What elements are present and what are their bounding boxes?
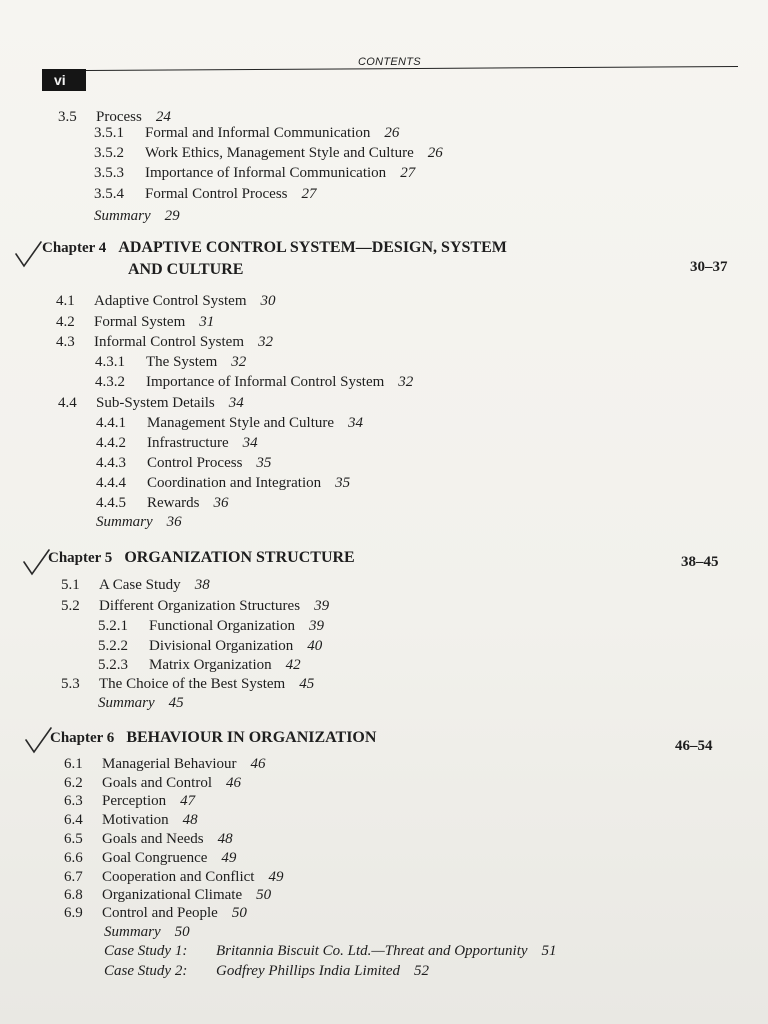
toc-entry[interactable] — [64, 811, 198, 829]
toc-entry[interactable] — [56, 333, 273, 351]
section-number: 6.2 — [64, 775, 83, 791]
section-title: Importance of Informal Control System — [146, 374, 385, 390]
section-title: Matrix Organization — [149, 657, 272, 673]
section-title: Formal and Informal Communication — [145, 125, 371, 141]
section-number: 4.4.4 — [96, 475, 126, 491]
page-ref: 36 — [166, 514, 182, 530]
section-number: 6.8 — [64, 887, 83, 903]
section-title: Motivation — [102, 812, 169, 828]
case-study-entry[interactable] — [104, 942, 557, 960]
page-ref: 49 — [221, 850, 237, 866]
section-title: Control Process — [147, 455, 243, 471]
section-number: 4.3 — [56, 334, 75, 350]
section-number: 5.3 — [61, 676, 80, 692]
section-number: 3.5.3 — [94, 165, 124, 181]
page-ref: 39 — [308, 618, 324, 634]
section-number: 5.1 — [61, 577, 80, 593]
section-number: 5.2.3 — [98, 657, 128, 673]
section-title: Goal Congruence — [102, 850, 208, 866]
section-title: A Case Study — [99, 577, 181, 593]
toc-entry[interactable] — [56, 313, 214, 331]
section-title: Coordination and Integration — [147, 475, 322, 491]
checkmark-icon — [14, 240, 42, 268]
page-ref: 46 — [226, 775, 241, 791]
chapter-page-range: 30–37 — [690, 259, 728, 275]
section-title: Functional Organization — [149, 618, 295, 634]
section-title: Goals and Needs — [102, 831, 204, 847]
section-title: Work Ethics, Management Style and Culture — [145, 145, 414, 161]
toc-entry[interactable] — [61, 675, 314, 693]
toc-entry[interactable] — [96, 434, 258, 452]
section-title: Cooperation and Conflict — [102, 869, 255, 885]
case-study-label: Case Study 1: — [104, 943, 188, 959]
page-ref: 47 — [180, 793, 196, 809]
page-ref: 32 — [398, 374, 414, 390]
section-number: 4.4.1 — [96, 415, 126, 431]
toc-entry[interactable] — [98, 637, 322, 655]
page-ref: 26 — [384, 125, 400, 141]
page-ref: 49 — [268, 869, 284, 885]
page-ref: 31 — [199, 314, 215, 330]
chapter-label: Chapter 5 — [48, 550, 113, 566]
toc-entry[interactable] — [98, 617, 324, 635]
chapter-title-continued: AND CULTURE — [128, 261, 244, 278]
case-study-entry[interactable] — [104, 962, 429, 980]
toc-entry[interactable] — [94, 124, 399, 142]
page-ref: 24 — [155, 109, 171, 125]
page-ref: 34 — [228, 395, 244, 411]
page-ref: 32 — [258, 334, 273, 350]
section-title: Rewards — [147, 495, 200, 511]
section-number: 4.3.1 — [95, 354, 125, 370]
summary-label: Summary — [98, 695, 155, 711]
toc-entry[interactable] — [96, 414, 363, 432]
toc-entry[interactable] — [61, 576, 210, 594]
section-title: Sub-System Details — [96, 395, 215, 411]
page-ref: 51 — [541, 943, 557, 959]
page-ref: 48 — [217, 831, 233, 847]
summary-entry[interactable] — [96, 513, 182, 531]
page-ref: 45 — [168, 695, 184, 711]
page-ref: 42 — [285, 657, 301, 673]
section-title: Infrastructure — [147, 435, 229, 451]
page-ref: 34 — [348, 415, 364, 431]
page-ref: 27 — [301, 186, 317, 202]
page-ref: 50 — [174, 924, 190, 940]
section-number: 3.5.4 — [94, 186, 124, 202]
section-title: Organizational Climate — [102, 887, 243, 903]
toc-entry[interactable] — [64, 904, 247, 922]
page-ref: 35 — [335, 475, 351, 491]
section-title: Management Style and Culture — [147, 415, 335, 431]
toc-entry[interactable] — [94, 164, 415, 182]
section-title: Informal Control System — [94, 334, 244, 350]
page-ref: 38 — [194, 577, 210, 593]
section-number: 6.1 — [64, 756, 83, 772]
page-ref: 40 — [307, 638, 323, 654]
toc-entry[interactable] — [64, 868, 283, 886]
section-number: 4.4.3 — [96, 455, 126, 471]
section-title: Goals and Control — [102, 775, 212, 791]
section-title: Formal Control Process — [145, 186, 288, 202]
chapter-title: BEHAVIOUR IN ORGANIZATION — [126, 729, 377, 746]
toc-entry[interactable] — [61, 597, 329, 615]
section-title: Importance of Informal Communication — [145, 165, 387, 181]
summary-entry[interactable] — [94, 207, 180, 225]
section-number: 4.1 — [56, 293, 75, 309]
page-ref: 26 — [427, 145, 443, 161]
page-ref: 50 — [231, 905, 247, 921]
section-title: Different Organization Structures — [99, 598, 301, 614]
summary-label: Summary — [96, 514, 153, 530]
checkmark-icon — [22, 548, 50, 576]
toc-entry[interactable] — [64, 849, 236, 867]
section-title: Perception — [102, 793, 167, 809]
section-title: Divisional Organization — [149, 638, 294, 654]
toc-entry[interactable] — [95, 353, 246, 371]
case-study-title: Britannia Biscuit Co. Ltd.—Threat and Opportunity — [216, 943, 528, 959]
toc-entry[interactable] — [98, 656, 301, 674]
page-ref: 34 — [242, 435, 258, 451]
section-number: 5.2.1 — [98, 618, 128, 634]
toc-entry[interactable] — [64, 774, 241, 792]
checkmark-icon — [24, 726, 52, 754]
section-number: 4.2 — [56, 314, 75, 330]
section-number: 6.7 — [64, 869, 83, 885]
section-number: 4.4.5 — [96, 495, 126, 511]
section-title: Managerial Behaviour — [102, 756, 237, 772]
section-number: 4.4 — [58, 395, 77, 411]
toc-entry[interactable] — [58, 394, 244, 412]
case-study-title: Godfrey Phillips India Limited — [216, 963, 401, 979]
chapter-heading[interactable] — [50, 728, 376, 748]
chapter-heading[interactable] — [48, 548, 355, 568]
page-ref: 46 — [250, 756, 266, 772]
chapter-page-range: 46–54 — [675, 738, 713, 754]
chapter-label: Chapter 6 — [50, 730, 115, 746]
summary-label: Summary — [104, 924, 161, 940]
page-ref: 32 — [231, 354, 247, 370]
toc-entry[interactable] — [64, 886, 271, 904]
page-ref: 50 — [256, 887, 272, 903]
case-study-label: Case Study 2: — [104, 963, 188, 979]
section-number: 3.5 — [58, 109, 77, 125]
summary-label: Summary — [94, 208, 151, 224]
toc-entry[interactable] — [96, 494, 229, 512]
toc-entry[interactable] — [94, 144, 443, 162]
section-number: 6.5 — [64, 831, 83, 847]
toc-entry[interactable] — [94, 185, 317, 203]
toc-entry[interactable] — [64, 755, 266, 773]
page-ref: 29 — [164, 208, 180, 224]
toc-entry[interactable] — [64, 792, 195, 810]
section-number: 3.5.2 — [94, 145, 124, 161]
chapter-label: Chapter 4 — [42, 240, 107, 256]
running-title: CONTENTS — [358, 56, 421, 68]
page-ref: 36 — [213, 495, 229, 511]
section-number: 3.5.1 — [94, 125, 124, 141]
summary-entry[interactable] — [104, 923, 190, 941]
toc-entry[interactable] — [64, 830, 233, 848]
section-number: 6.3 — [64, 793, 83, 809]
section-title: Control and People — [102, 905, 218, 921]
section-title: Adaptive Control System — [94, 293, 247, 309]
section-number: 4.4.2 — [96, 435, 126, 451]
page-ref: 30 — [260, 293, 276, 309]
toc-entry[interactable] — [95, 373, 413, 391]
section-number: 4.3.2 — [95, 374, 125, 390]
section-title: The Choice of the Best System — [99, 676, 286, 692]
page-ref: 45 — [299, 676, 315, 692]
section-number: 5.2.2 — [98, 638, 128, 654]
chapter-heading[interactable] — [42, 238, 507, 278]
section-number: 6.4 — [64, 812, 83, 828]
summary-entry[interactable] — [98, 694, 184, 712]
chapter-page-range: 38–45 — [681, 554, 719, 570]
section-title: Process — [96, 109, 142, 125]
page-ref: 39 — [314, 598, 330, 614]
section-number: 5.2 — [61, 598, 80, 614]
section-title: Formal System — [94, 314, 186, 330]
page-ref: 48 — [182, 812, 198, 828]
toc-entry[interactable] — [96, 474, 350, 492]
toc-entry[interactable] — [56, 292, 276, 310]
page-number: vi — [42, 69, 86, 91]
toc-entry[interactable] — [96, 454, 271, 472]
page-ref: 27 — [400, 165, 416, 181]
chapter-title: ADAPTIVE CONTROL SYSTEM—DESIGN, SYSTEM — [118, 239, 507, 256]
section-number: 6.6 — [64, 850, 83, 866]
chapter-title: ORGANIZATION STRUCTURE — [124, 549, 355, 566]
page-ref: 35 — [256, 455, 272, 471]
section-title: The System — [146, 354, 218, 370]
section-number: 6.9 — [64, 905, 83, 921]
page-ref: 52 — [414, 963, 430, 979]
